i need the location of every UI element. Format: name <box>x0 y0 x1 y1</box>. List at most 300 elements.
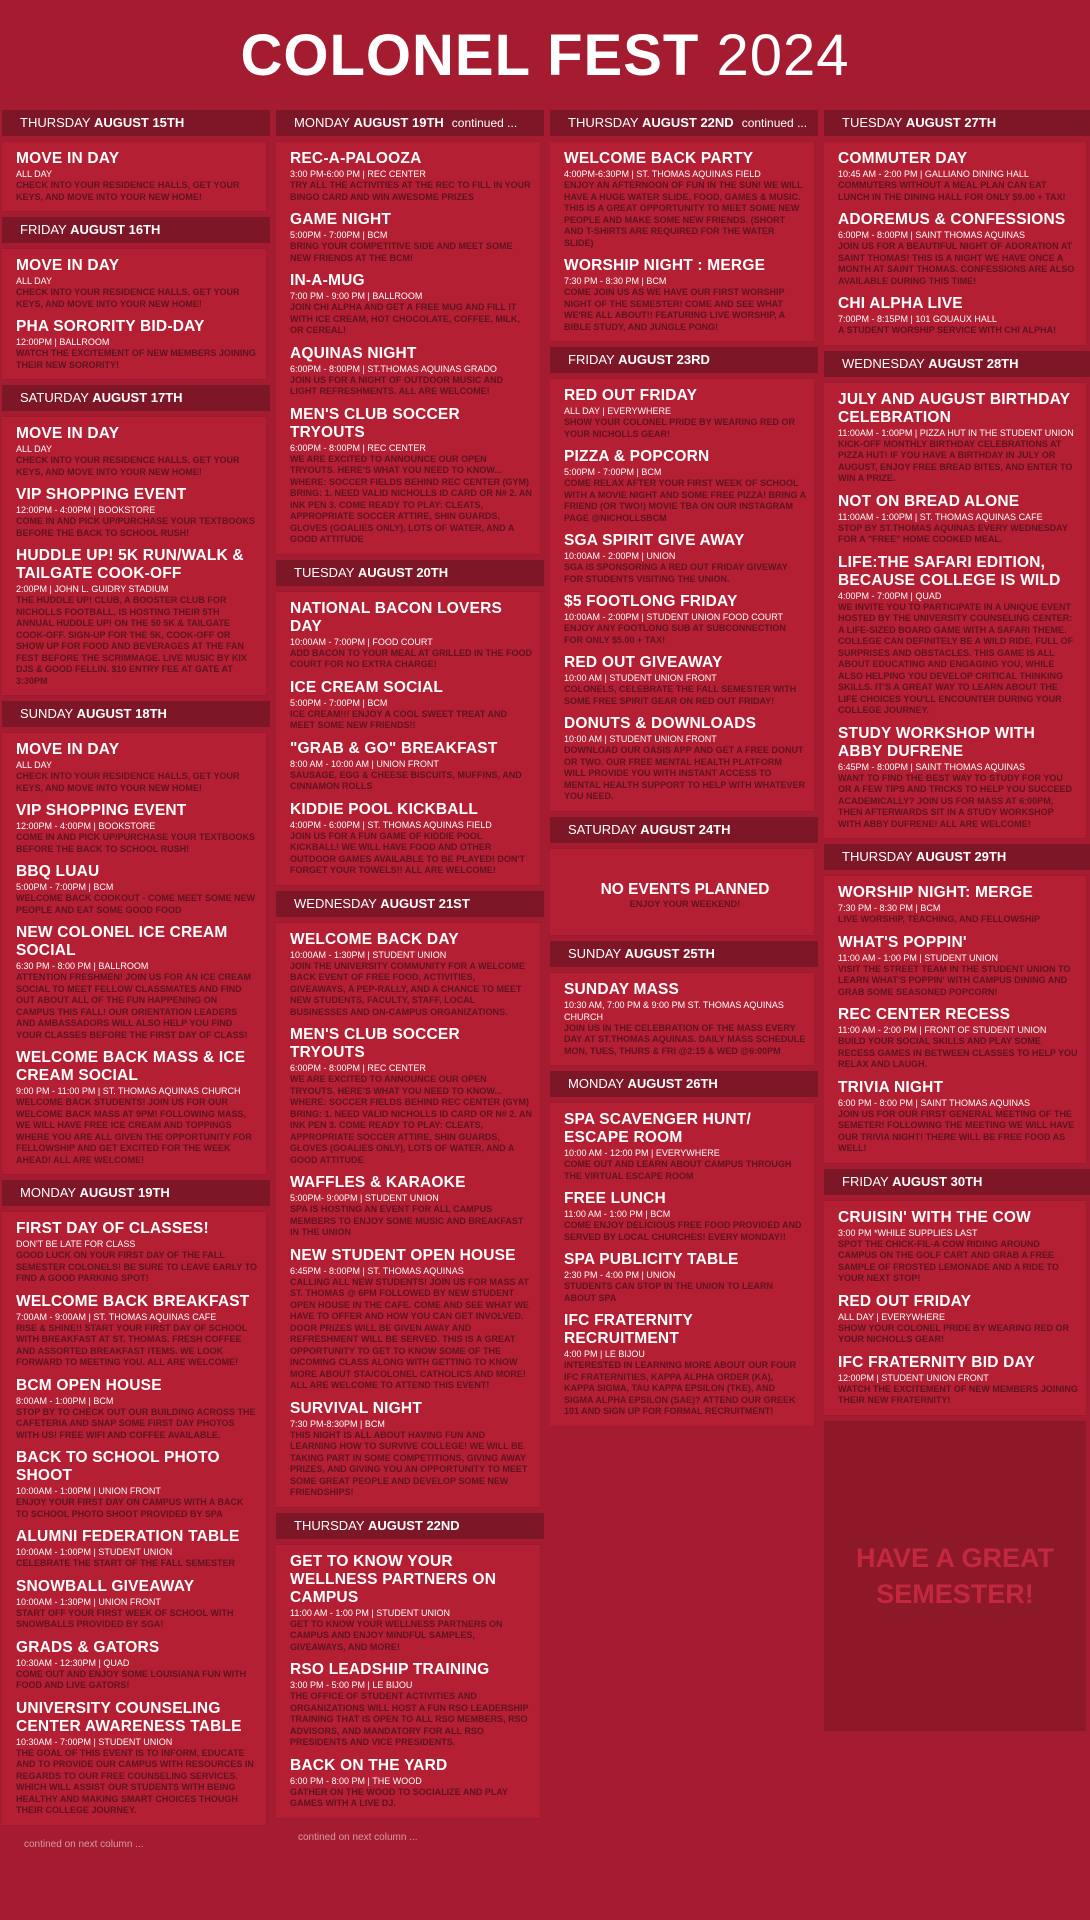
event-description: WATCH THE EXCITEMENT OF NEW MEMBERS JOINING THEIR NEW FRATERNITY! <box>838 1383 1078 1405</box>
event-title: NATIONAL BACON LOVERS DAY <box>290 599 503 635</box>
event-item <box>564 593 806 646</box>
day-events-box <box>550 973 814 1066</box>
day-events-box <box>2 142 266 211</box>
event-item <box>838 391 1078 485</box>
event-title: BCM OPEN HOUSE <box>16 1376 162 1394</box>
event-title: MOVE IN DAY <box>16 150 120 167</box>
event-item <box>838 295 1078 337</box>
event-title: CHI ALPHA LIVE <box>838 295 963 312</box>
event-item <box>838 1006 1078 1071</box>
day-events-box <box>2 1212 266 1825</box>
event-title: SPA PUBLICITY TABLE <box>564 1251 739 1268</box>
event-time-location: 7:00 PM - 9:00 PM | BALLROOM <box>290 291 423 301</box>
event-item <box>290 600 532 671</box>
event-description: ENJOY AN AFTERNOON OF FUN IN THE SUN! WE WILL HAVE A HUGE WATER SLIDE, FOOD, GAMES & MUSIC. THIS IS A GREAT OPPORTUNITY TO MEET SOME NEW PEOPLE AND MAKE SOME NEW FRIENDS. (SHORT AND T-SHIRTS ARE REQUIRED FOR THE WATER SLIDE) <box>564 180 803 248</box>
day-header <box>276 891 544 917</box>
event-item <box>16 1449 258 1520</box>
event-title: VIP SHOPPING EVENT <box>16 802 187 819</box>
day-events-box <box>824 383 1086 839</box>
event-item <box>564 150 806 249</box>
event-time-location: 10:00AM - 7:00PM | FOOD COURT <box>290 636 433 647</box>
event-description: CHECK INTO YOUR RESIDENCE HALLS, GET YOUR KEYS, AND MOVE INTO YOUR NEW HOME! <box>16 455 240 477</box>
day-events-box <box>276 142 540 554</box>
day-name: THURSDAY <box>568 115 639 130</box>
event-description: COME JOIN US AS WE HAVE OUR FIRST WORSHIP NIGHT OF THE SEMESTER! COME AND SEE WHAT WE'RE ALL ABOUT!! FEATURING LIVE WORSHIP, A BIBLE STUDY, AND JUNGLE PONG! <box>564 287 785 332</box>
closing-message-box <box>824 1421 1086 1731</box>
event-title: AQUINAS NIGHT <box>290 344 417 362</box>
event-time-location: 12:00PM - 4:00PM | BOOKSTORE <box>16 821 156 831</box>
event-item <box>16 547 258 687</box>
event-time-location: 11:00 AM - 1:00 PM | STUDENT UNION <box>838 952 999 963</box>
day-date: AUGUST 19TH <box>79 1185 170 1200</box>
event-item <box>838 150 1078 203</box>
event-time-location: 10:00AM - 1:30PM | UNION FRONT <box>16 1596 161 1607</box>
event-item <box>16 425 258 478</box>
event-time-location: 10:00AM - 2:00PM | UNION <box>564 551 676 561</box>
event-item <box>290 740 532 793</box>
event-description: DOWNLOAD OUR OASIS APP AND GET A FREE DONUT OR TWO. OUR FREE MENTAL HEALTH PLATFORM WILL PROVIDE YOU WITH INSTANT ACCESS TO MENTAL HEALTH SUPPORT TO HELP WITH WHATEVER YOU NEED. <box>564 745 806 801</box>
event-time-location: ALL DAY <box>16 760 53 770</box>
day-header <box>824 351 1090 377</box>
event-title: WORSHIP NIGHT : MERGE <box>564 257 766 274</box>
event-title: FREE LUNCH <box>564 1190 666 1207</box>
event-item <box>16 257 258 310</box>
event-time-location: 10:30AM - 12:30PM | QUAD <box>16 1657 130 1668</box>
title-year: 2024 <box>716 23 850 88</box>
event-item <box>290 931 532 1019</box>
event-description: STUDENTS CAN STOP IN THE UNION TO LEARN ABOUT SPA <box>564 1281 774 1303</box>
event-title: WELCOME BACK DAY <box>290 930 459 948</box>
day-date: AUGUST 26TH <box>627 1076 718 1091</box>
event-title: IFC FRATERNITY BID DAY <box>838 1353 1036 1371</box>
event-description: THE OFFICE OF STUDENT ACTIVITIES AND ORGANIZATIONS WILL HOST A FUN RSO LEADERSHIP TRAINING THAT IS OPEN TO ALL RSO MEMBERS, RSO ADVISORS, AND MANDATORY FOR ALL RSO PRESIDENTS AND VICE PRESIDENTS. <box>290 1691 529 1747</box>
event-item <box>16 1220 258 1285</box>
day-date: AUGUST 15TH <box>93 115 185 130</box>
event-description: INTERESTED IN LEARNING MORE ABOUT OUR FOUR IFC FRATERNITIES, KAPPA ALPHA ORDER (KA), KAPPA SIGMA, TAU KAPPA EPSILON (TKE), AND SIGMA ALPHA EPSILON (SAE)? ATTEND OUR GREEK 101 AND SIGN UP FOR FORMAL RECRUITMENT! <box>564 1360 797 1416</box>
event-item <box>16 318 258 371</box>
event-title: COMMUTER DAY <box>838 150 968 167</box>
event-time-location: 6:00PM - 8:00PM | REC CENTER <box>290 1063 426 1073</box>
event-title: GET TO KNOW YOUR WELLNESS PARTNERS ON CAMPUS <box>290 1552 497 1606</box>
day-name: FRIDAY <box>568 352 615 367</box>
event-title: IFC FRATERNITY RECRUITMENT <box>564 1312 693 1347</box>
event-description: WANT TO FIND THE BEST WAY TO STUDY FOR YOU OR A FEW TIPS AND TRICKS TO HELP YOU SUCCEED ACADEMICALLY? JOIN US FOR MASS AT 6:00PM, THEN AFTERWARDS SIT IN A STUDY WORKSHOP WITH ABBY DUFRENE! ALL ARE WELCOME! <box>838 772 1073 829</box>
event-description: JOIN CHI ALPHA AND GET A FREE MUG AND FILL IT WITH ICE CREAM, HOT CHOCOLATE, COFFEE, MILK, OR CEREAL! <box>290 302 520 335</box>
day-events-box <box>2 249 266 379</box>
day-date: AUGUST 22ND <box>641 115 734 130</box>
day-date: AUGUST 17TH <box>92 390 183 405</box>
event-time-location: 10:00AM - 2:00PM | STUDENT UNION FOOD COURT <box>564 612 784 622</box>
event-time-location: 10:00 AM - 12:00 PM | EVERYWHERE <box>564 1148 720 1158</box>
event-title: WELCOME BACK BREAKFAST <box>16 1292 250 1310</box>
event-description: WELCOME BACK COOKOUT - COME MEET SOME NEW PEOPLE AND EAT SOME GOOD FOOD <box>16 893 255 915</box>
event-title: ICE CREAM SOCIAL <box>290 678 444 696</box>
event-description: BUILD YOUR SOCIAL SKILLS AND PLAY SOME RECESS GAMES IN BETWEEN CLASSES TO HELP YOU RELAX AND LAUGH. <box>838 1036 1078 1069</box>
event-title: REC-A-PALOOZA <box>290 150 422 167</box>
event-time-location: 6:00 PM - 8:00 PM | THE WOOD <box>290 1775 422 1786</box>
event-title: MOVE IN DAY <box>16 741 120 758</box>
event-item <box>564 1251 806 1304</box>
day-date: AUGUST 19TH <box>353 115 444 130</box>
event-time-location: 6:30 PM - 8:00 PM | BALLROOM <box>16 961 149 971</box>
day-header <box>824 1169 1090 1195</box>
event-description: WELCOME BACK STUDENTS! JOIN US FOR OUR WELCOME BACK MASS AT 9PM! FOLLOWING MASS, WE WILL HAVE FREE ICE CREAM AND TOPPINGS WHERE YOU ARE ALL GIVEN THE OPPORTUNITY FOR FELLOWSHIP AND GET EXCITED FOR THE WEEK AHEAD! ALL ARE WELCOME! <box>16 1097 252 1165</box>
event-description: SPOT THE CHICK-FIL-A COW RIDING AROUND CAMPUS ON THE GOLF CART AND GRAB A FREE SAMPLE OF FROSTED LEMONADE AND A RIDE TO YOUR NEXT STOP! <box>838 1238 1059 1283</box>
event-item <box>290 1247 532 1392</box>
event-description: ENJOY ANY FOOTLONG SUB AT SUBCONNECTION FOR ONLY $5.00 + TAX! <box>564 623 786 645</box>
event-description: COMMUTERS WITHOUT A MEAL PLAN CAN EAT LUNCH IN THE DINING HALL FOR ONLY $9.00 + TAX! <box>838 180 1066 202</box>
event-time-location: 7:30 PM - 8:30 PM | BCM <box>838 903 941 913</box>
event-time-location: 7:30 PM-8:30PM | BCM <box>290 1418 385 1429</box>
event-time-location: 7:00AM - 9:00AM | ST. THOMAS AQUINAS CAFE <box>16 1311 217 1322</box>
day-date: AUGUST 21ST <box>380 895 470 911</box>
day-events-box <box>2 733 266 1174</box>
event-time-location: 9:00 PM - 11:00 PM | ST. THOMAS AQUINAS CHURCH <box>16 1086 241 1096</box>
event-item <box>290 1026 532 1166</box>
event-title: FIRST DAY OF CLASSES! <box>16 1220 209 1237</box>
event-description: WATCH THE EXCITEMENT OF NEW MEMBERS JOINING THEIR NEW SORORITY! <box>16 348 256 370</box>
day-date: AUGUST 16TH <box>70 222 161 237</box>
day-date: AUGUST 28TH <box>928 355 1019 371</box>
day-date: AUGUST 23RD <box>618 352 710 367</box>
event-item <box>290 1661 532 1749</box>
event-title: KIDDIE POOL KICKBALL <box>290 800 478 818</box>
event-time-location: ALL DAY | EVERYWHERE <box>838 1311 946 1322</box>
day-events-box <box>276 923 540 1507</box>
day-name: FRIDAY <box>842 1173 889 1189</box>
event-time-location: 5:00PM - 7:00PM | BCM <box>290 230 388 240</box>
event-time-location: 10:30AM - 7:00PM | STUDENT UNION <box>16 1736 173 1747</box>
event-item <box>290 345 532 398</box>
event-item <box>290 211 532 264</box>
event-title: WAFFLES & KARAOKE <box>290 1174 466 1191</box>
event-item <box>16 924 258 1041</box>
event-title: RED OUT FRIDAY <box>564 387 698 404</box>
continued-next-column: contined on next column ... <box>298 1831 418 1843</box>
event-description: SHOW YOUR COLONEL PRIDE BY WEARING RED OR YOUR NICHOLLS GEAR! <box>564 417 796 439</box>
day-events-box <box>550 849 814 935</box>
event-time-location: DON'T BE LATE FOR CLASS <box>16 1239 136 1249</box>
event-time-location: ALL DAY <box>16 444 53 454</box>
event-item <box>564 981 806 1058</box>
event-description: WE INVITE YOU TO PARTICIPATE IN A UNIQUE EVENT HOSTED BY THE UNIVERSITY COUNSELING CENTER: A LIFE-SIZED BOARD GAME WITH A SAFARI THEME. COLLEGE CAN DEFINITELY BE A WILD RIDE, FULL OF SURPRISES AND OBSTACLES. THIS GAME IS ALL ABOUT EDUCATING AND ENGAGING YOU, WHILE ALSO HELPING YOU DEVELOP CRITICAL THINKING SKILLS. IT'S A GREAT WAY TO LEARN ABOUT THE LIFE CHOICES YOU'LL ENCOUNTER DURING YOUR COLLEGE JOURNEY. <box>838 601 1074 715</box>
column-1 <box>2 110 270 1920</box>
day-date: AUGUST 30TH <box>892 1173 983 1189</box>
event-title: IN-A-MUG <box>290 272 365 289</box>
event-description: COLONELS, CELEBRATE THE FALL SEMESTER WITH SOME FREE SPIRIT GEAR ON RED OUT FRIDAY! <box>564 684 797 706</box>
event-item <box>290 679 532 732</box>
event-item <box>290 150 532 203</box>
event-item <box>564 387 806 440</box>
event-description: ICE CREAM!!! ENJOY A COOL SWEET TREAT AND MEET SOME NEW FRIENDS!! <box>290 708 508 730</box>
day-header <box>550 1071 818 1097</box>
page-title <box>0 18 1090 94</box>
event-item <box>838 1209 1078 1285</box>
event-description: CELEBRATE THE START OF THE FALL SEMESTER <box>16 1558 236 1568</box>
event-title: SGA SPIRIT GIVE AWAY <box>564 532 745 549</box>
day-name: THURSDAY <box>294 1517 365 1533</box>
event-description: STOP BY ST.THOMAS AQUINAS EVERY WEDNESDAY FOR A "FREE" HOME COOKED MEAL. <box>838 522 1068 544</box>
event-description: CALLING ALL NEW STUDENTS! JOIN US FOR MASS AT ST. THOMAS @ 6PM FOLLOWED BY NEW STUDENT OPEN HOUSE IN THE CAFE. COME AND SEE WHAT WE HAVE TO OFFER AND HOW YOU CAN GET INVOLVED. DOOR PRIZES WILL BE GIVEN AWAY AND REFRESHMENT WILL BE SERVED. THIS IS A GREAT OPPORTUNITY TO GET TO KNOW SOME OF THE INCOMING CLASS ALONG WITH GETTING TO KNOW MORE ABOUT STA/COLONEL CATHOLICS AND MORE! ALL ARE WELCOME TO ATTEND THIS EVENT! <box>290 1276 530 1390</box>
event-time-location: ALL DAY <box>16 276 53 286</box>
event-description: GOOD LUCK ON YOUR FIRST DAY OF THE FALL SEMESTER COLONELS! BE SURE TO LEAVE EARLY TO FIND A GOOD PARKING SPOT! <box>16 1250 258 1283</box>
event-description: BRING YOUR COMPETITIVE SIDE AND MEET SOME NEW FRIENDS AT THE BCM! <box>290 241 513 263</box>
day-name: SUNDAY <box>20 706 73 721</box>
event-item <box>16 802 258 855</box>
event-time-location: 6:00PM - 8:00PM | SAINT THOMAS AQUINAS <box>838 230 1026 240</box>
event-description: LIVE WORSHIP, TEACHING, AND FELLOWSHIP <box>838 914 1041 924</box>
column-2 <box>276 110 544 1920</box>
event-title: "GRAB & GO" BREAKFAST <box>290 739 498 757</box>
day-header <box>2 385 270 411</box>
day-date: AUGUST 18TH <box>76 706 167 721</box>
day-events-box <box>276 1545 540 1818</box>
event-title: ADOREMUS & CONFESSIONS <box>838 211 1066 228</box>
event-description: STOP BY TO CHECK OUT OUR BUILDING ACROSS THE CAFETERIA AND SNAP SOME FIRST DAY PHOTOS WITH US! FREE WIFI AND COFFEE AVAILABLE. <box>16 1406 256 1440</box>
event-item <box>290 406 532 546</box>
event-time-location: 5:00PM- 9:00PM | STUDENT UNION <box>290 1193 439 1203</box>
event-time-location: ALL DAY <box>16 169 53 179</box>
event-time-location: 10:45 AM - 2:00 PM | GALLIANO DINING HALL <box>838 169 1029 179</box>
event-item <box>838 1079 1078 1155</box>
day-header <box>276 1513 544 1539</box>
event-description: RISE & SHINE!! START YOUR FIRST DAY OF SCHOOL WITH BREAKFAST AT ST. THOMAS. FRESH COFFEE AND ASSORTED BREAKFAST ITEMS. WE LOOK FORWARD TO MEETING YOU. ALL ARE WELCOME! <box>16 1322 248 1367</box>
event-time-location: 4:00PM-6:30PM | ST. THOMAS AQUINAS FIELD <box>564 169 761 179</box>
day-header <box>276 560 544 586</box>
day-name: WEDNESDAY <box>842 355 925 371</box>
day-events-box <box>2 417 266 695</box>
event-item <box>16 1377 258 1442</box>
day-date: AUGUST 25TH <box>624 945 715 961</box>
event-time-location: 6:00PM - 8:00PM | ST.THOMAS AQUINAS GRADO <box>290 363 497 374</box>
event-title: GAME NIGHT <box>290 211 392 228</box>
event-description: SAUSAGE, EGG & CHEESE BISCUITS, MUFFINS, AND CINNAMON ROLLS <box>290 769 522 791</box>
event-item <box>290 1553 532 1654</box>
event-title: GRADS & GATORS <box>16 1638 160 1656</box>
event-time-location: 11:00AM - 1:00PM | PIZZA HUT IN THE STUDENT UNION <box>838 427 1074 438</box>
event-description: COME OUT AND ENJOY SOME LOUISIANA FUN WITH FOOD AND LIVE GATORS! <box>16 1668 247 1690</box>
event-title: NEW COLONEL ICE CREAM SOCIAL <box>16 924 228 959</box>
event-item <box>16 741 258 794</box>
day-name: THURSDAY <box>20 115 91 130</box>
event-time-location: 5:00PM - 7:00PM | BCM <box>564 467 662 477</box>
event-title: RSO LEADSHIP TRAINING <box>290 1661 490 1678</box>
event-title: JULY AND AUGUST BIRTHDAY CELEBRATION <box>838 390 1070 426</box>
event-time-location: 11:00 AM - 2:00 PM | FRONT OF STUDENT UNION <box>838 1025 1047 1035</box>
event-time-location: 12:00PM | STUDENT UNION FRONT <box>838 1372 989 1383</box>
event-item <box>564 257 806 333</box>
event-time-location: 5:00PM - 7:00PM | BCM <box>16 882 114 892</box>
day-header <box>2 701 270 727</box>
day-name: SATURDAY <box>568 821 637 837</box>
event-title: CRUISIN' WITH THE COW <box>838 1208 1032 1226</box>
event-item <box>564 1312 806 1418</box>
day-name: TUESDAY <box>294 564 355 580</box>
day-header <box>550 941 818 967</box>
event-item <box>838 211 1078 287</box>
day-header <box>2 110 270 136</box>
event-time-location: 12:00PM | BALLROOM <box>16 337 110 347</box>
event-item <box>564 654 806 707</box>
day-header <box>550 347 818 373</box>
event-time-location: 6:00PM - 8:00PM | REC CENTER <box>290 442 426 453</box>
event-time-location: 3:00 PM - 5:00 PM | LE BIJOU <box>290 1680 413 1690</box>
no-events-title: NO EVENTS PLANNED <box>600 880 770 898</box>
event-item <box>16 863 258 916</box>
event-time-location: 10:30 AM, 7:00 PM & 9:00 PM ST. THOMAS AQUINAS CHURCH <box>564 999 784 1022</box>
event-description: JOIN US FOR A FUN GAME OF KIDDIE POOL KICKBALL! WE WILL HAVE FOOD AND OTHER OUTDOOR GAMES AVAILABLE TO BE PLAYED! DON'T FORGET YOUR TOWELS!! ALL ARE WELCOME! <box>290 830 525 875</box>
event-description: JOIN US IN THE CELEBRATION OF THE MASS EVERY DAY AT ST.THOMAS AQUINAS. DAILY MASS SCHEDULE MON, TUES, THURS & FRI @2:15 & WED @6:00PM <box>564 1022 806 1056</box>
event-title: NEW STUDENT OPEN HOUSE <box>290 1246 516 1264</box>
event-description: KICK-OFF MONTHLY BIRTHDAY CELEBRATIONS AT PIZZA HUT! IF YOU HAVE A BIRTHDAY IN JULY OR AUGUST, ENJOY FREE BREAD BITES, AND ENTER TO WIN A PRIZE. <box>838 438 1073 483</box>
event-title: PIZZA & POPCORN <box>564 448 710 465</box>
event-time-location: 7:30 PM - 8:30 PM | BCM <box>564 276 667 286</box>
event-item <box>16 1639 258 1692</box>
event-title: PHA SORORITY BID-DAY <box>16 318 205 335</box>
day-name: MONDAY <box>20 1185 76 1200</box>
title-main: COLONEL FEST <box>240 23 700 88</box>
day-date: AUGUST 27TH <box>905 115 997 130</box>
event-description: CHECK INTO YOUR RESIDENCE HALLS, GET YOUR KEYS, AND MOVE INTO YOUR NEW HOME! <box>16 287 240 309</box>
event-description: THIS NIGHT IS ALL ABOUT HAVING FUN AND LEARNING HOW TO SURVIVE COLLEGE! WE WILL BE TAKING PART IN SOME COMPETITIONS, GIVING AWAY PRIZES, AND GIVING YOU AN OPPORTUNITY TO MEET SOME GREAT PEOPLE AND DEVELOP SOME NEW FRIENDSHIPS! <box>290 1429 528 1497</box>
event-time-location: 11:00 AM - 1:00 PM | BCM <box>564 1209 671 1219</box>
event-title: $5 FOOTLONG FRIDAY <box>564 593 738 610</box>
event-time-location: 10:00AM - 1:00PM | STUDENT UNION <box>16 1547 173 1557</box>
day-events-box <box>550 1103 814 1426</box>
event-title: WHAT'S POPPIN' <box>838 933 967 951</box>
event-time-location: 8:00AM - 1:00PM | BCM <box>16 1395 114 1406</box>
day-events-box <box>550 379 814 811</box>
continued-label: continued ... <box>451 116 518 130</box>
event-title: ALUMNI FEDERATION TABLE <box>16 1528 240 1545</box>
event-title: SUNDAY MASS <box>564 980 680 998</box>
event-time-location: 7:00PM - 8:15PM | 101 GOUAUX HALL <box>838 314 997 324</box>
event-time-location: 2:00PM | JOHN L. GUIDRY STADIUM <box>16 584 169 594</box>
event-title: BACK ON THE YARD <box>290 1756 448 1774</box>
event-title: HUDDLE UP! 5K RUN/WALK & TAILGATE COOK-OFF <box>16 547 244 582</box>
event-item <box>838 554 1078 717</box>
day-header <box>824 110 1090 136</box>
event-item <box>290 1400 532 1499</box>
event-item <box>564 715 806 803</box>
event-time-location: 8:00 AM - 10:00 AM | UNION FRONT <box>290 758 439 769</box>
continued-next-column: contined on next column ... <box>24 1838 144 1850</box>
event-title: SNOWBALL GIVEAWAY <box>16 1577 195 1595</box>
event-time-location: 3:00 PM-6:00 PM | REC CENTER <box>290 169 426 179</box>
event-title: MEN'S CLUB SOCCER TRYOUTS <box>290 1026 460 1061</box>
event-description: START OFF YOUR FIRST WEEK OF SCHOOL WITH SNOWBALLS PROVIDED BY SGA! <box>16 1607 234 1629</box>
event-description: ATTENTION FRESHMEN! JOIN US FOR AN ICE CREAM SOCIAL TO MEET FELLOW CLASSMATES AND FIND OUT ABOUT ALL OF THE FUN HAPPENING ON CAMPUS THIS FALL! OUR ORIENTATION LEADERS AND AMBASSADORS WILL ALSO HELP YOU FIND YOUR CLASSES BEFORE THE FIRST DAY OF CLASS! <box>16 972 252 1040</box>
event-item <box>16 486 258 539</box>
closing-message: HAVE A GREAT SEMESTER! <box>855 1542 1054 1609</box>
event-time-location: ALL DAY | EVERYWHERE <box>564 406 672 416</box>
day-header <box>2 1180 270 1206</box>
event-description: COME ENJOY DELICIOUS FREE FOOD PROVIDED AND SERVED BY LOCAL CHURCHES! EVERY MONDAY!! <box>564 1220 802 1242</box>
event-item <box>290 1757 532 1810</box>
event-time-location: 6:00 PM - 8:00 PM | SAINT THOMAS AQUINAS <box>838 1097 1031 1108</box>
event-title: WELCOME BACK MASS & ICE CREAM SOCIAL <box>16 1049 246 1084</box>
day-header <box>2 217 270 243</box>
event-description: A STUDENT WORSHIP SERVICE WITH CHI ALPHA! <box>838 325 1057 335</box>
event-title: BBQ LUAU <box>16 863 100 880</box>
event-time-location: 4:00PM - 6:00PM | ST. THOMAS AQUINAS FIELD <box>290 819 492 830</box>
day-name: SUNDAY <box>568 945 621 961</box>
event-title: BACK TO SCHOOL PHOTO SHOOT <box>16 1449 220 1484</box>
event-item <box>564 448 806 524</box>
event-description: GATHER ON THE WOOD TO SOCIALIZE AND PLAY GAMES WITH A LIVE DJ. <box>290 1786 508 1808</box>
event-time-location: 2:30 PM - 4:00 PM | UNION <box>564 1270 676 1280</box>
event-description: COME IN AND PICK UP/PURCHASE YOUR TEXTBOOKS BEFORE THE BACK TO SCHOOL RUSH! <box>16 832 256 854</box>
event-description: THE HUDDLE UP! CLUB, A BOOSTER CLUB FOR NICHOLLS FOOTBALL, IS HOSTING THEIR 5TH ANNUAL HUDDLE UP! ON THE 50 5K & TAILGATE COOK-OFF. SIGN-UP FOR THE 5K, COOK-OFF OR SHOW UP FOR FOOD AND BEVERAGES AT THE FAN FEST BEFORE THE SCRIMMAGE. LIVE MUSIC BY KIX DJS & GOOD FELLIN. $10 ENTRY FEE AT GATE AT 3:30PM <box>16 595 247 686</box>
event-time-location: 4:00 PM | LE BIJOU <box>564 1349 645 1359</box>
event-item <box>290 272 532 337</box>
event-item <box>838 725 1078 831</box>
event-title: DONUTS & DOWNLOADS <box>564 715 757 732</box>
event-description: COME OUT AND LEARN ABOUT CAMPUS THROUGH THE VIRTUAL ESCAPE ROOM <box>564 1159 792 1181</box>
no-events-desc: ENJOY YOUR WEEKEND! <box>629 898 741 909</box>
event-title: REC CENTER RECESS <box>838 1006 1011 1023</box>
event-description: ENJOY YOUR FIRST DAY ON CAMPUS WITH A BACK TO SCHOOL PHOTO SHOOT PROVIDED BY SPA <box>16 1497 244 1519</box>
event-title: SURVIVAL NIGHT <box>290 1399 422 1417</box>
event-time-location: 11:00AM - 1:00PM | ST. THOMAS AQUINAS CAFE <box>838 511 1043 522</box>
event-title: RED OUT GIVEAWAY <box>564 654 723 671</box>
event-title: STUDY WORKSHOP WITH ABBY DUFRENE <box>838 724 1035 760</box>
day-name: WEDNESDAY <box>294 895 377 911</box>
day-date: AUGUST 24TH <box>640 821 731 837</box>
event-description: JOIN US FOR OUR FIRST GENERAL MEETING OF THE SEMETER! FOLLOWING THE MEETING WE WILL HAVE OUR TRIVIA NIGHT! THERE WILL BE FREE FOOD AS WELL! <box>838 1108 1075 1153</box>
event-description: SGA IS SPONSORING A RED OUT FRIDAY GIVEWAY FOR STUDENTS VISITING THE UNION. <box>564 562 788 584</box>
event-item <box>16 1049 258 1166</box>
event-item <box>838 934 1078 999</box>
event-item <box>838 1354 1078 1407</box>
event-time-location: 3:00 PM *WHILE SUPPLIES LAST <box>838 1227 978 1238</box>
event-title: WELCOME BACK PARTY <box>564 150 754 167</box>
event-description: GET TO KNOW YOUR WELLNESS PARTNERS ON CAMPUS AND ENJOY MINDFUL SAMPLES, GIVEAWAYS, AND MORE! <box>290 1618 503 1652</box>
event-title: WORSHIP NIGHT: MERGE <box>838 884 1033 901</box>
day-events-box <box>550 142 814 341</box>
event-title: LIFE:THE SAFARI EDITION, BECAUSE COLLEGE IS WILD <box>838 553 1061 589</box>
day-name: MONDAY <box>294 115 350 130</box>
day-name: THURSDAY <box>842 849 913 864</box>
day-name: FRIDAY <box>20 222 67 237</box>
day-header <box>550 817 818 843</box>
event-time-location: 10:00 AM | STUDENT UNION FRONT <box>564 734 717 744</box>
event-time-location: 10:00AM - 1:00PM | UNION FRONT <box>16 1486 161 1496</box>
event-item <box>838 884 1078 926</box>
day-events-box <box>824 876 1086 1163</box>
event-title: MOVE IN DAY <box>16 257 120 274</box>
day-name: TUESDAY <box>842 115 903 130</box>
day-name: SATURDAY <box>20 390 89 405</box>
event-description: JOIN US FOR A NIGHT OF OUTDOOR MUSIC AND LIGHT REFRESHMENTS. ALL ARE WELCOME! <box>290 374 503 396</box>
day-events-box <box>824 1201 1086 1415</box>
event-description: VISIT THE STREET TEAM IN THE STUDENT UNION TO LEARN WHAT'S POPPIN' WITH CAMPUS DINING AND GRAB SOME SEASONED POPCORN! <box>838 963 1071 997</box>
event-description: JOIN THE UNIVERSITY COMMUNITY FOR A WELCOME BACK EVENT OF FREE FOOD, ACTIVITIES, GIVEAWAYS, A PEP-RALLY, AND A CHANCE TO MEET NEW STUDENTS, FACULTY, STAFF, LOCAL BUSINESSES AND ON-CAMPUS ORGANIZATIONS. <box>290 960 526 1017</box>
day-date: AUGUST 22ND <box>367 1517 460 1533</box>
day-header <box>276 110 544 136</box>
event-time-location: 5:00PM - 7:00PM | BCM <box>290 697 388 708</box>
day-date: AUGUST 20TH <box>357 564 449 580</box>
event-time-location: 10:00 AM | STUDENT UNION FRONT <box>564 673 717 683</box>
event-description: TRY ALL THE ACTIVITIES AT THE REC TO FILL IN YOUR BINGO CARD AND WIN AWESOME PRIZES <box>290 180 531 202</box>
event-title: NOT ON BREAD ALONE <box>838 492 1020 510</box>
day-name: MONDAY <box>568 1076 624 1091</box>
event-time-location: 4:00PM - 7:00PM | QUAD <box>838 590 942 601</box>
event-item <box>564 1111 806 1182</box>
event-time-location: 10:00AM - 1:30PM | STUDENT UNION <box>290 949 447 960</box>
event-title: MOVE IN DAY <box>16 425 120 442</box>
event-description: COME RELAX AFTER YOUR FIRST WEEK OF SCHOOL WITH A MOVIE NIGHT AND SOME FREE PIZZA! BRING A FRIEND (OR TWO!) MOVIE TBA ON OUR INSTAGRAM PAGE @NICHOLLSBCM <box>564 478 806 523</box>
